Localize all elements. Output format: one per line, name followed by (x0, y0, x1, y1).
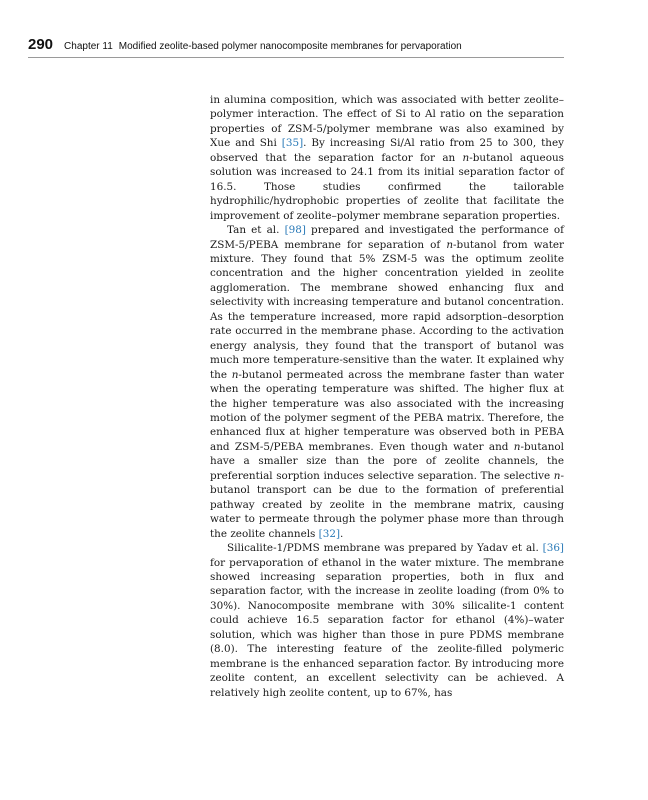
text-run: -butanol have a smaller size than the pore of zeolite channels, the preferential sorption induces selective separation. The selective (210, 440, 564, 482)
italic-variable: n (446, 238, 454, 251)
text-run: in alumina composition, which was associated with better zeolite–polymer interaction. The effect of Si to Al ratio on the separation properties of ZSM-5/polymer membrane was also examined by Xue and Shi (210, 94, 564, 150)
text-run: Tan et al. (227, 224, 285, 237)
text-run: -butanol aqueous solution was increased to 24.1 from its initial separation factor of 16.5. Those studies confirmed the tailorable hydrophilic/hydrophobic properties of zeolite that facilitate the improvement of zeolite–polymer membrane separation properties. (210, 151, 564, 222)
chapter-title: Modified zeolite-based polymer nanocomposite membranes for pervaporation (118, 41, 462, 52)
page-number: 290 (28, 36, 54, 53)
text-run: Silicalite-1/PDMS membrane was prepared by Yadav et al. (227, 542, 543, 555)
text-run: prepared and investigated the performance of ZSM-5/PEBA membrane for separation of (210, 224, 564, 251)
paragraph-1 (210, 93, 564, 223)
chapter-label: Chapter 11 (64, 41, 113, 52)
body-text (210, 93, 564, 700)
citation-link[interactable]: [32] (318, 527, 341, 540)
running-header (28, 36, 564, 58)
citation-link[interactable]: [35] (281, 137, 304, 150)
italic-variable: n (553, 469, 561, 482)
text-run: -butanol permeated across the membrane faster than water when the operating temperature was shifted. The higher flux at the higher temperature was also associated with the increasing motion of the polymer segment of the PEBA matrix. Therefore, the enhanced flux at higher temperature was observed both in PEBA and ZSM-5/PEBA membranes. Even though water and (210, 368, 564, 453)
text-run: . (340, 527, 344, 540)
text-run: -butanol from water mixture. They found that 5% ZSM-5 was the optimum zeolite concentration and the higher concentration yielded in zeolite agglomeration. The membrane showed enhancing flux and selectivity with increasing temperature and butanol concentration. As the temperature increased, more rapid adsorption–desorption rate occurred in the membrane phase. According to the activation energy analysis, they found that the transport of butanol was much more temperature-sensitive than the water. It explained why the (210, 238, 565, 381)
paragraph-2 (210, 223, 564, 541)
italic-variable: n (231, 368, 239, 381)
italic-variable: n (462, 151, 470, 164)
citation-link[interactable]: [98] (284, 224, 306, 237)
text-run: . By increasing Si/Al ratio from 25 to 300, they observed that the separation factor for an (210, 137, 564, 164)
paragraph-3 (210, 541, 564, 700)
italic-variable: n (513, 440, 521, 453)
citation-link[interactable]: [36] (542, 542, 564, 555)
text-run: -butanol transport can be due to the formation of preferential pathway created by zeolite in the membrane matrix, causing water to permeate through the polymer phase more than through the zeolite channels (210, 469, 564, 540)
text-run: for pervaporation of ethanol in the water mixture. The membrane showed increasing separation properties, both in flux and separation factor, with the increase in zeolite loading (from 0% to 30%). Nanocomposite membrane with 30% silicalite-1 content could achieve 16.5 separation factor for ethanol (4%)–water solution, which was higher than those in pure PDMS membrane (8.0). The interesting feature of the zeolite-filled polymeric membrane is the enhanced separation factor. By introducing more zeolite content, an excellent selectivity can be achieved. A relatively high zeolite content, up to 67%, has (210, 556, 564, 699)
